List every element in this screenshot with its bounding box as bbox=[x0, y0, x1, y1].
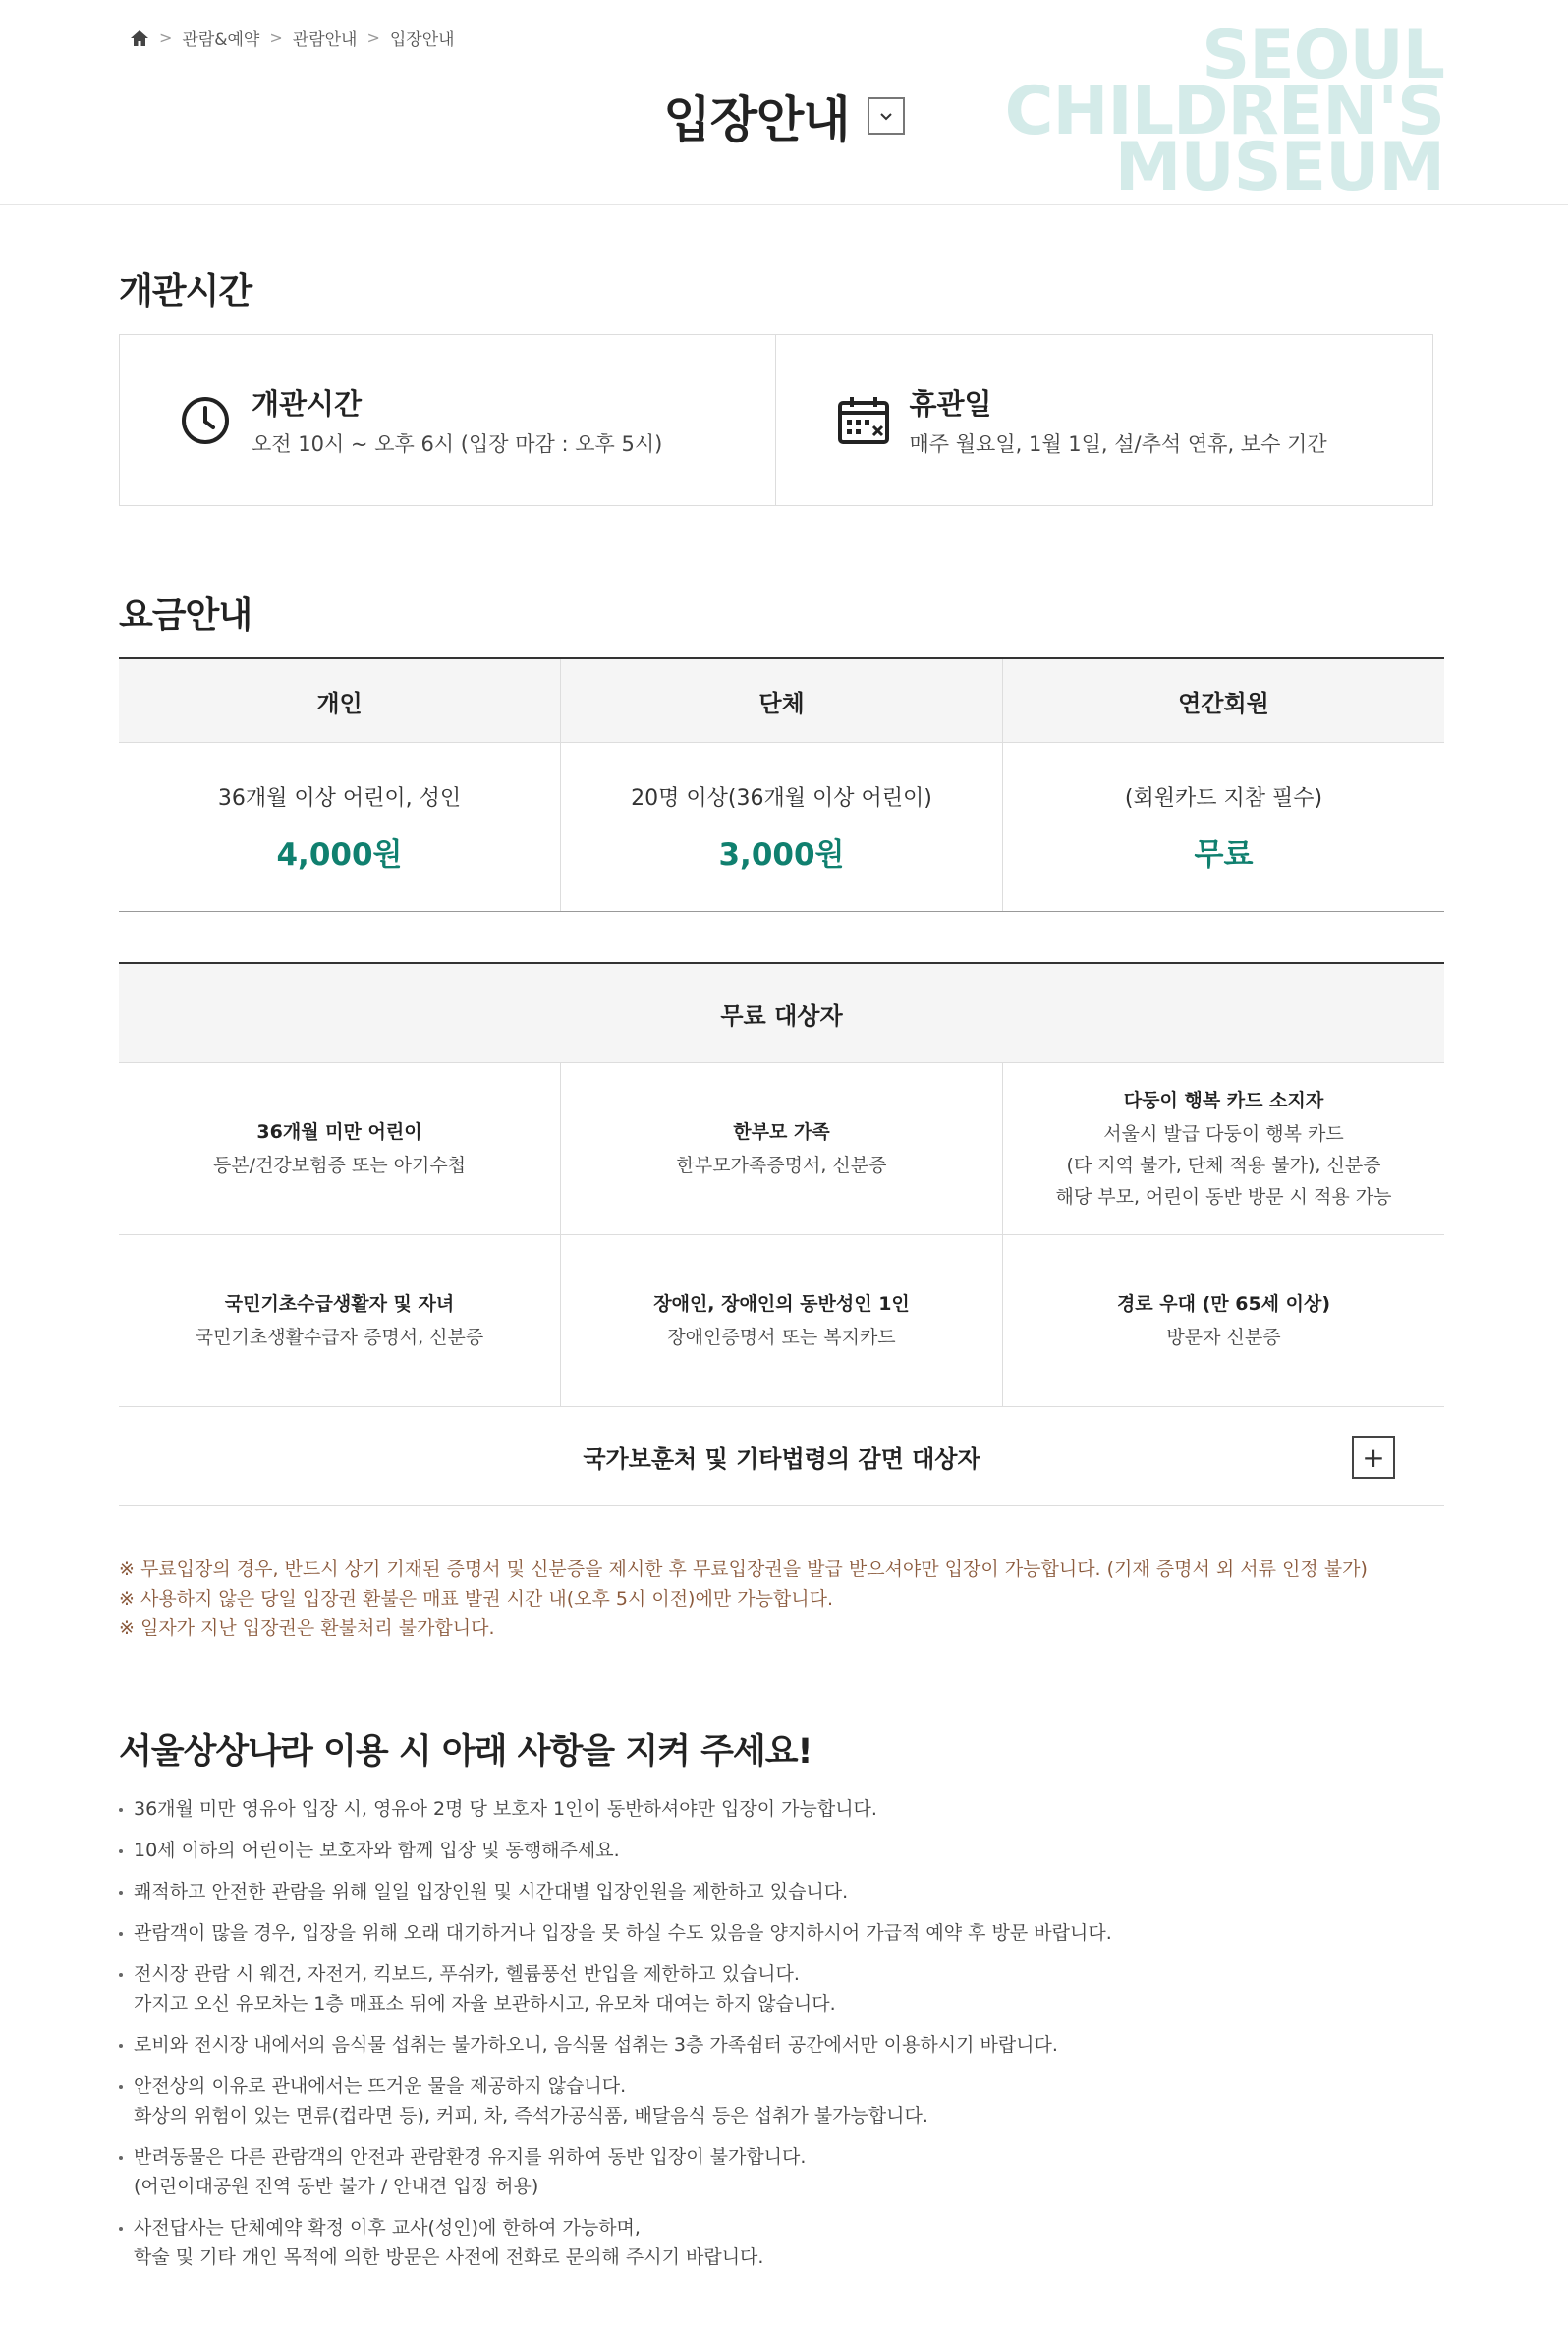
rule-line: 로비와 전시장 내에서의 음식물 섭취는 불가하오니, 음식물 섭취는 3층 가족쉼터 공간에서만 이용하시기 바랍니다. bbox=[134, 2034, 1058, 2056]
breadcrumb-separator: > bbox=[159, 28, 173, 47]
fee-head-group: 단체 bbox=[560, 659, 1002, 742]
free-cell bbox=[560, 1063, 1002, 1234]
free-target-docs: 등본/건강보험증 또는 아기수첩 bbox=[212, 1154, 467, 1176]
free-cell bbox=[119, 1063, 560, 1234]
rule-line: (어린이대공원 전역 동반 불가 / 안내견 입장 허용) bbox=[134, 2176, 539, 2197]
fee-price: 3,000원 bbox=[718, 836, 845, 873]
page-title: 입장안내 bbox=[663, 91, 850, 148]
opening-hours bbox=[120, 335, 775, 505]
fee-price: 4,000원 bbox=[276, 836, 403, 873]
free-cell bbox=[119, 1235, 560, 1406]
note-item: ※ 무료입장의 경우, 반드시 상기 기재된 증명서 및 신분증을 제시한 후 무료입장권을 발급 받으셔야만 입장이 가능합니다. (기재 증명서 외 서류 인정 불가) bbox=[119, 1559, 1368, 1580]
fee-head-annual: 연간회원 bbox=[1002, 659, 1444, 742]
fee-desc: 20명 이상(36개월 이상 어린이) bbox=[631, 785, 932, 811]
free-target-name: 다둥이 행복 카드 소지자 bbox=[1123, 1089, 1324, 1111]
list-item bbox=[119, 1794, 1112, 1824]
free-cell bbox=[1002, 1235, 1444, 1406]
opening-hours-title: 개관시간 bbox=[252, 387, 363, 421]
breadcrumb-item-reservation[interactable]: 관람&예약 bbox=[182, 30, 260, 50]
rule-line: 관람객이 많을 경우, 입장을 위해 오래 대기하거나 입장을 못 하실 수도 있음을 양지하시어 가급적 예약 후 방문 바랍니다. bbox=[134, 1922, 1112, 1944]
fee-table-header bbox=[119, 659, 1444, 743]
rules-list bbox=[119, 1794, 1112, 2284]
fee-cell-annual bbox=[1002, 743, 1444, 911]
free-cell bbox=[1002, 1063, 1444, 1234]
free-target-docs: 해당 부모, 어린이 동반 방문 시 적용 가능 bbox=[1055, 1185, 1392, 1208]
section-title-rules: 서울상상나라 이용 시 아래 사항을 지켜 주세요! bbox=[119, 1732, 812, 1772]
fee-table bbox=[119, 657, 1444, 912]
free-target-docs: 방문자 신분증 bbox=[1166, 1326, 1281, 1348]
free-target-name: 경로 우대 (만 65세 이상) bbox=[1116, 1292, 1331, 1315]
opening-hours-text: 오전 10시 ~ 오후 6시 (입장 마감 : 오후 5시) bbox=[252, 432, 663, 456]
free-target-name: 한부모 가족 bbox=[733, 1120, 830, 1143]
list-item bbox=[119, 1836, 1112, 1865]
chevron-down-icon bbox=[878, 108, 894, 124]
breadcrumb-item-visit-info[interactable]: 관람안내 bbox=[292, 30, 358, 50]
breadcrumb bbox=[130, 26, 455, 50]
table-row bbox=[119, 1063, 1444, 1235]
list-item bbox=[119, 1959, 1112, 2018]
breadcrumb-separator: > bbox=[269, 28, 283, 47]
expand-button[interactable]: + bbox=[1352, 1436, 1395, 1479]
fee-price: 무료 bbox=[1194, 836, 1254, 873]
rule-line: 안전상의 이유로 관내에서는 뜨거운 물을 제공하지 않습니다. bbox=[134, 2075, 627, 2097]
page-header bbox=[0, 0, 1568, 205]
free-admission-header: 무료 대상자 bbox=[119, 964, 1444, 1063]
free-target-docs: 한부모가족증명서, 신분증 bbox=[676, 1154, 887, 1176]
fee-cell-group bbox=[560, 743, 1002, 911]
veterans-accordion[interactable] bbox=[119, 1407, 1444, 1506]
breadcrumb-item-admission[interactable]: 입장안내 bbox=[389, 30, 455, 50]
list-item bbox=[119, 2071, 1112, 2130]
note-item: ※ 사용하지 않은 당일 입장권 환불은 매표 발권 시간 내(오후 5시 이전)에만 가능합니다. bbox=[119, 1588, 834, 1610]
veterans-accordion-label: 국가보훈처 및 기타법령의 감면 대상자 bbox=[583, 1445, 980, 1473]
rule-line: 화상의 위험이 있는 면류(컵라면 등), 커피, 차, 즉석가공식품, 배달음식 등은 섭취가 불가능합니다. bbox=[134, 2105, 928, 2127]
table-row bbox=[119, 1235, 1444, 1407]
breadcrumb-separator: > bbox=[366, 28, 380, 47]
closed-days-text: 매주 월요일, 1월 1일, 설/추석 연휴, 보수 기간 bbox=[909, 432, 1327, 456]
rule-line: 학술 및 기타 개인 목적에 의한 방문은 사전에 전화로 문의해 주시기 바랍니다. bbox=[134, 2246, 764, 2268]
fee-desc: 36개월 이상 어린이, 성인 bbox=[217, 785, 462, 811]
watermark-line: CHILDREN'S bbox=[1004, 73, 1444, 150]
free-target-docs: 장애인증명서 또는 복지카드 bbox=[667, 1326, 896, 1348]
fee-cell-individual bbox=[119, 743, 560, 911]
rule-line: 전시장 관람 시 웨건, 자전거, 킥보드, 푸쉬카, 헬륨풍선 반입을 제한하고 있습니다. bbox=[134, 1963, 800, 1985]
rule-line: 36개월 미만 영유아 입장 시, 영유아 2명 당 보호자 1인이 동반하셔야만 입장이 가능합니다. bbox=[134, 1798, 877, 1820]
rule-line: 쾌적하고 안전한 관람을 위해 일일 입장인원 및 시간대별 입장인원을 제한하고 있습니다. bbox=[134, 1881, 849, 1902]
section-title-hours: 개관시간 bbox=[119, 271, 252, 312]
fee-head-individual: 개인 bbox=[316, 689, 363, 717]
free-cell bbox=[560, 1235, 1002, 1406]
list-item bbox=[119, 2030, 1112, 2060]
watermark-line: SEOUL bbox=[1202, 17, 1444, 94]
watermark-line: MUSEUM bbox=[1114, 129, 1444, 206]
clock-icon bbox=[179, 394, 232, 447]
free-target-docs: 서울시 발급 다둥이 행복 카드 bbox=[1103, 1122, 1344, 1145]
hours-box bbox=[119, 334, 1433, 506]
list-item bbox=[119, 2213, 1112, 2272]
page-menu-dropdown[interactable] bbox=[868, 97, 905, 135]
closed-days-title: 휴관일 bbox=[909, 387, 992, 421]
free-target-name: 국민기초수급생활자 및 자녀 bbox=[224, 1292, 455, 1315]
rule-line: 사전답사는 단체예약 확정 이후 교사(성인)에 한하여 가능하며, bbox=[134, 2217, 641, 2239]
fee-table-body bbox=[119, 743, 1444, 911]
list-item bbox=[119, 2142, 1112, 2201]
free-target-name: 36개월 미만 어린이 bbox=[256, 1120, 422, 1143]
list-item bbox=[119, 1918, 1112, 1948]
rule-line: 반려동물은 다른 관람객의 안전과 관람환경 유지를 위하여 동반 입장이 불가합니다. bbox=[134, 2146, 807, 2168]
fee-desc: (회원카드 지참 필수) bbox=[1124, 785, 1323, 811]
closed-days bbox=[775, 335, 1433, 505]
free-target-name: 장애인, 장애인의 동반성인 1인 bbox=[653, 1292, 910, 1315]
home-icon[interactable] bbox=[130, 28, 149, 48]
rule-line: 가지고 오신 유모차는 1층 매표소 뒤에 자율 보관하시고, 유모차 대여는 하지 않습니다. bbox=[134, 1993, 836, 2014]
rule-line: 10세 이하의 어린이는 보호자와 함께 입장 및 동행해주세요. bbox=[134, 1840, 620, 1861]
notes bbox=[119, 1555, 1368, 1643]
section-title-fees: 요금안내 bbox=[119, 595, 252, 636]
list-item bbox=[119, 1877, 1112, 1906]
free-target-docs: (타 지역 불가, 단체 적용 불가), 신분증 bbox=[1066, 1154, 1381, 1176]
free-target-docs: 국민기초생활수급자 증명서, 신분증 bbox=[195, 1326, 484, 1348]
free-admission-table bbox=[119, 962, 1444, 1506]
note-item: ※ 일자가 지난 입장권은 환불처리 불가합니다. bbox=[119, 1617, 495, 1639]
calendar-icon bbox=[837, 394, 890, 447]
